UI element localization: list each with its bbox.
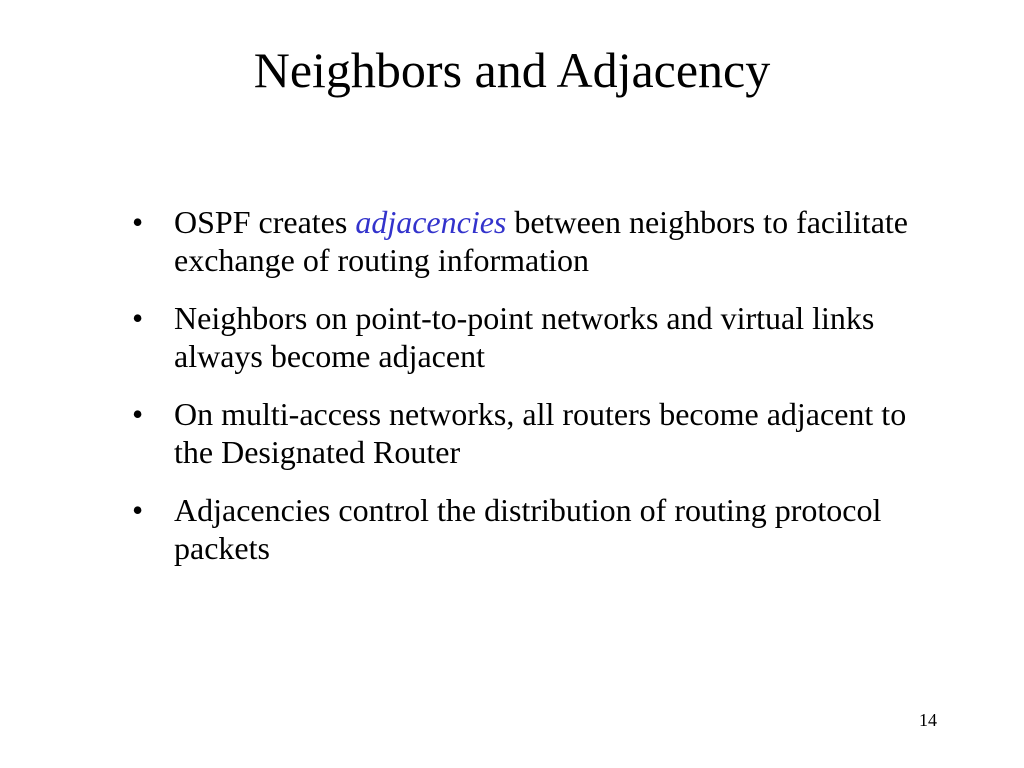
bullet-text-after: between neighbors to facilitate exchange of routing information <box>174 204 908 278</box>
bullet-list <box>132 203 932 587</box>
bullet-item <box>132 203 932 279</box>
bullet-text: On multi-access networks, all routers become adjacent to the Designated Router <box>174 396 907 470</box>
page-number: 14 <box>919 710 937 730</box>
bullet-item <box>132 491 932 567</box>
bullet-text-before: OSPF creates <box>174 204 356 240</box>
bullet-icon: • <box>132 204 144 240</box>
bullet-text: Adjacencies control the distribution of routing protocol packets <box>174 492 882 566</box>
bullet-text: Neighbors on point-to-point networks and virtual links always become adjacent <box>174 300 875 374</box>
emphasis-term: adjacencies <box>355 204 507 240</box>
bullet-item <box>132 299 932 375</box>
bullet-icon: • <box>132 396 144 432</box>
slide-title: Neighbors and Adjacency <box>253 42 771 98</box>
bullet-icon: • <box>132 300 144 336</box>
bullet-item <box>132 395 932 471</box>
bullet-icon: • <box>132 492 144 528</box>
